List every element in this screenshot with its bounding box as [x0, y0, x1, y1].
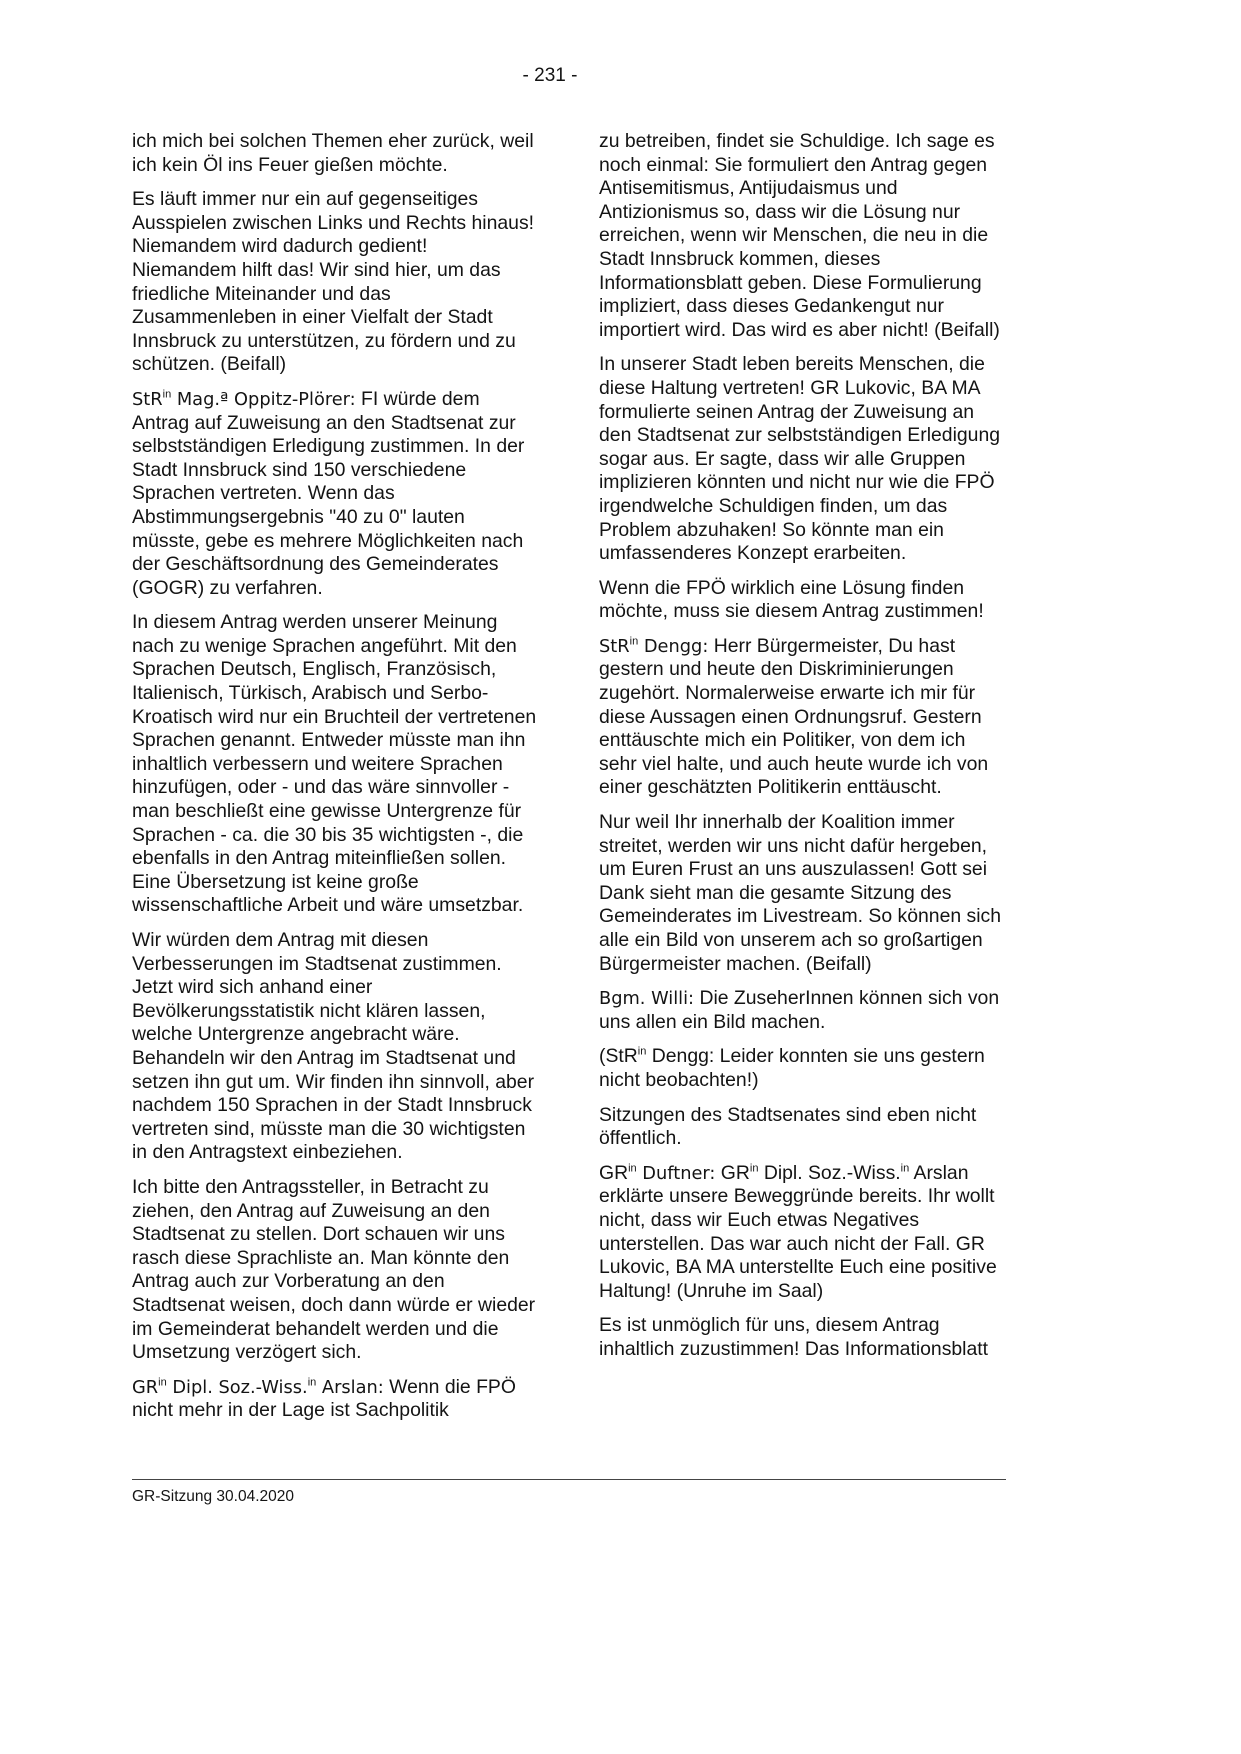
speaker-paragraph — [599, 987, 1004, 1034]
speaker-title: StR — [132, 388, 163, 410]
speaker-name: Duftner: — [636, 1162, 716, 1184]
speaker-name: Arslan: — [316, 1376, 384, 1398]
superscript: in — [637, 1045, 647, 1058]
speaker-name: Dengg: — [638, 635, 709, 657]
paragraph: Wenn die FPÖ wirklich eine Lösung finden möchte, muss sie diesem Antrag zustimmen! — [599, 576, 984, 623]
right-column — [599, 130, 1004, 1373]
paragraph: Nur weil Ihr innerhalb der Koalition immer streitet, werden wir uns nicht dafür hergeben, um Euren Frust an uns auszulassen! Gott sei Dank sieht man die gesamte Sitzung des Gemeinderates im Livestream. So können sich alle ein Bild von unserem ach so großartigen Bürgermeister machen. (Beifall) — [599, 811, 1002, 975]
footer-divider — [132, 1479, 1006, 1480]
paragraph: ich mich bei solchen Themen eher zurück, weil ich kein Öl ins Feuer gießen möchte. — [132, 130, 534, 176]
page-number: - 231 - — [522, 65, 578, 86]
speaker-title: Dipl. Soz.-Wiss. — [166, 1376, 308, 1398]
footer-text: GR-Sitzung 30.04.2020 — [132, 1488, 294, 1505]
speech-text: Herr Bürgermeister, Du hast gestern und heute den Diskriminierungen zugehört. Normalerweise erwarte ich mir für diese Aussagen einen Ordnungsruf. Gestern enttäuschte mich ein Politiker, von dem ich sehr viel halte, und auch heute wurde ich von einer geschätzten Politikerin enttäuscht. — [599, 634, 989, 799]
interjection-text: Dengg: Leider konnten sie uns gestern nicht beobachten!) — [599, 1045, 985, 1091]
speaker-name: Mag.ª Oppitz-Plörer: — [171, 388, 356, 410]
paragraph: Ich bitte den Antragssteller, in Betracht zu ziehen, den Antrag auf Zuweisung an den Stadtsenat zu stellen. Dort schauen wir uns rasch diese Sprachliste an. Man könnte den Antrag auch zur Vorberatung an den Stadtsenat weisen, doch dann würde er wieder im Gemeinderat behandelt werden und die Umsetzung verzögert sich. — [132, 1175, 536, 1364]
speech-text: Wenn die FPÖ nicht mehr in der Lage ist Sachpolitik — [132, 1375, 516, 1422]
paragraph: Es läuft immer nur ein auf gegenseitiges Ausspielen zwischen Links und Rechts hinaus! Niemandem wird dadurch gedient! Niemandem hilft das! Wir sind hier, um das friedliche Miteinander und das Zusammenleben in einer Vielfalt der Stadt Innsbruck zu unterstützen, zu fördern und zu schützen. (Beifall) — [132, 188, 535, 376]
speech-text: Arslan erklärte unsere Beweggründe bereits. Ihr wollt nicht, dass wir Euch etwas Negatives unterstellen. Das war auch nicht der Fall. GR Lukovic, BA MA unterstellte Euch eine positive Haltung! (Unruhe im Saal) — [599, 1161, 997, 1302]
speech-text: Die ZuseherInnen können sich von uns allen ein Bild machen. — [599, 987, 1000, 1033]
left-column — [132, 130, 537, 1434]
superscript: in — [749, 1162, 759, 1175]
superscript: in — [629, 635, 639, 648]
interjection — [599, 1045, 1004, 1092]
speaker-paragraph — [599, 635, 1004, 800]
superscript: in — [900, 1162, 910, 1175]
superscript: in — [628, 1162, 637, 1175]
speech-text: Dipl. Soz.-Wiss. — [758, 1161, 901, 1184]
paragraph: Wir würden dem Antrag mit diesen Verbesserungen im Stadtsenat zustimmen. Jetzt wird sich anhand einer Bevölkerungsstatistik nicht klären lassen, welche Untergrenze angebracht wäre. Behandeln wir den Antrag im Stadtsenat und setzen ihn gut um. Wir finden ihn sinnvoll, aber nachdem 150 Sprachen in der Stadt Innsbruck vertreten sind, müsste man die 30 wichtigsten in den Antragstext einbeziehen. — [132, 929, 535, 1164]
speaker-paragraph — [132, 1376, 537, 1423]
speaker-title: StR — [599, 635, 630, 657]
speaker-name: Bgm. Willi: — [599, 988, 695, 1010]
paragraph: Es ist unmöglich für uns, diesem Antrag inhaltlich zuzustimmen! Das Informationsblatt — [599, 1314, 989, 1360]
speaker-title: GR — [132, 1376, 159, 1398]
speech-text: FI würde dem Antrag auf Zuweisung an den Stadtsenat zur selbstständigen Erledigung zustimmen. In der Stadt Innsbruck sind 150 verschiedene Sprachen vertreten. Wenn das Abstimmungsergebnis "40 zu 0" lauten müsste, gebe es mehrere Möglichkeiten nach der Geschäftsordnung des Gemeinderates (GOGR) zu verfahren. — [132, 387, 525, 599]
paragraph: In diesem Antrag werden unserer Meinung nach zu wenige Sprachen angeführt. Mit den Sprachen Deutsch, Englisch, Französisch, Italienisch, Türkisch, Arabisch und Serbo-Kroatisch wird nur ein Bruchteil der vertretenen Sprachen genannt. Entweder müsste man ihn inhaltlich verbessern und weitere Sprachen hinzufügen, oder - und das wäre sinnvoller - man beschließt eine gewisse Untergrenze für Sprachen - ca. die 30 bis 35 wichtigsten -, die ebenfalls in den Antrag miteinfließen sollen. Eine Übersetzung ist keine große wissenschaftliche Arbeit und wäre umsetzbar. — [132, 611, 537, 917]
paragraph: In unserer Stadt leben bereits Menschen, die diese Haltung vertreten! GR Lukovic, BA MA formulierte seinen Antrag der Zuweisung an den Stadtsenat zur selbstständigen Erledigung sogar aus. Er sagte, dass wir alle Gruppen implizieren könnten und nicht nur wie die FPÖ irgendwelche Schuldigen finden, um das Problem abzuhaken! So könnte man ein umfassenderes Konzept erarbeiten. — [599, 353, 1001, 565]
superscript: in — [158, 1376, 167, 1389]
speaker-paragraph — [132, 388, 537, 600]
speaker-paragraph — [599, 1162, 1004, 1304]
superscript: in — [307, 1376, 317, 1389]
interjection-open: (StR — [599, 1045, 638, 1068]
speaker-title: GR — [599, 1161, 629, 1184]
superscript: in — [162, 388, 172, 401]
paragraph: zu betreiben, findet sie Schuldige. Ich sage es noch einmal: Sie formuliert den Antrag gegen Antisemitismus, Antijudaismus und Antizionismus so, dass wir die Lösung nur erreichen, wenn wir Menschen, die neu in die Stadt Innsbruck kommen, dieses Informationsblatt geben. Diese Formulierung impliziert, dass dieses Gedankengut nur importiert wird. Das wird es aber nicht! (Beifall) — [599, 130, 1000, 341]
paragraph: Sitzungen des Stadtsenates sind eben nicht öffentlich. — [599, 1103, 977, 1150]
speech-text: GR — [715, 1161, 750, 1184]
